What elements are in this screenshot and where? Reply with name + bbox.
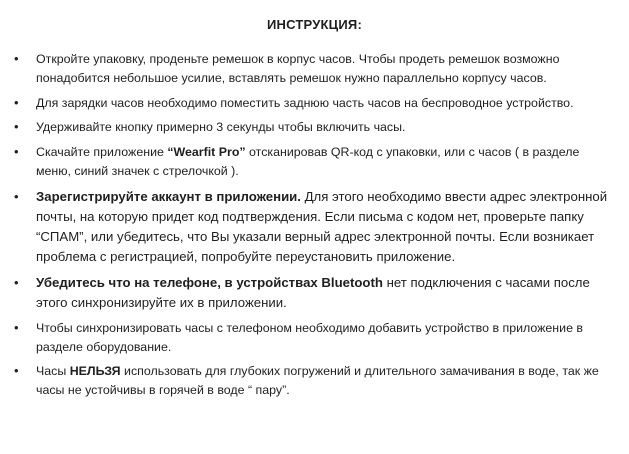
- item-text-pre: Скачайте приложение: [36, 145, 168, 160]
- item-text: Откройте упаковку, проденьте ремешок в корпус часов. Чтобы продеть ремешок возможно понадобится небольшое усилие, вставлять ремешок нужно параллельно корпусу часов.: [36, 52, 560, 85]
- app-name: “Wearfit Pro”: [167, 145, 246, 160]
- list-item: [0, 187, 629, 267]
- instruction-list: [0, 50, 629, 406]
- bullet-icon: •: [14, 319, 19, 335]
- item-text: Чтобы синхронизировать часы с телефоном необходимо добавить устройство в приложение в разделе оборудование.: [36, 320, 583, 354]
- list-item: [0, 319, 629, 357]
- item-text-post: нет подключения с часами после этого синхронизируйте их в приложении.: [36, 274, 590, 310]
- bullet-icon: •: [14, 94, 19, 110]
- bullet-icon: •: [14, 144, 19, 160]
- item-text-post: Для этого необходимо ввести адрес электронной почты, на которую придет код подтверждения. Если письма с кодом нет, проверьте папку “СПАМ”, или убедитесь, что Вы указали верный адрес электронной почты. Если возникает проблема с регистрацией, попробуйте переустановить приложение.: [36, 188, 608, 264]
- item-text: Удерживайте кнопку примерно 3 секунды чтобы включить часы.: [36, 120, 406, 135]
- list-item: [0, 94, 629, 113]
- item-emphasis: Убедитесь что на телефоне, в устройствах Bluetooth: [36, 274, 383, 290]
- item-emphasis: Зарегистрируйте аккаунт в приложении.: [36, 188, 301, 204]
- bullet-icon: •: [14, 274, 19, 290]
- item-emphasis: НЕЛЬЗЯ: [69, 364, 121, 379]
- list-item: [0, 143, 629, 181]
- list-item: [0, 50, 629, 88]
- item-text-pre: Часы: [36, 364, 70, 379]
- bullet-icon: •: [14, 51, 19, 66]
- list-item: [0, 362, 629, 400]
- list-item: [0, 118, 629, 137]
- document-title: ИНСТРУКЦИЯ:: [267, 17, 362, 32]
- item-text-post: использовать для глубоких погружений и длительного замачивания в воде, так же часы не устойчивы в горячей в воде “ пару”.: [36, 364, 599, 398]
- item-text-post: отсканировав QR-код с упаковки, или с часов ( в разделе меню, синий значек с стрелочкой ).: [36, 145, 580, 178]
- bullet-icon: •: [14, 188, 19, 204]
- item-text: Для зарядки часов необходимо поместить заднюю часть часов на беспроводное устройство.: [36, 95, 574, 110]
- bullet-icon: •: [14, 119, 19, 135]
- bullet-icon: •: [14, 363, 19, 379]
- list-item: [0, 273, 629, 313]
